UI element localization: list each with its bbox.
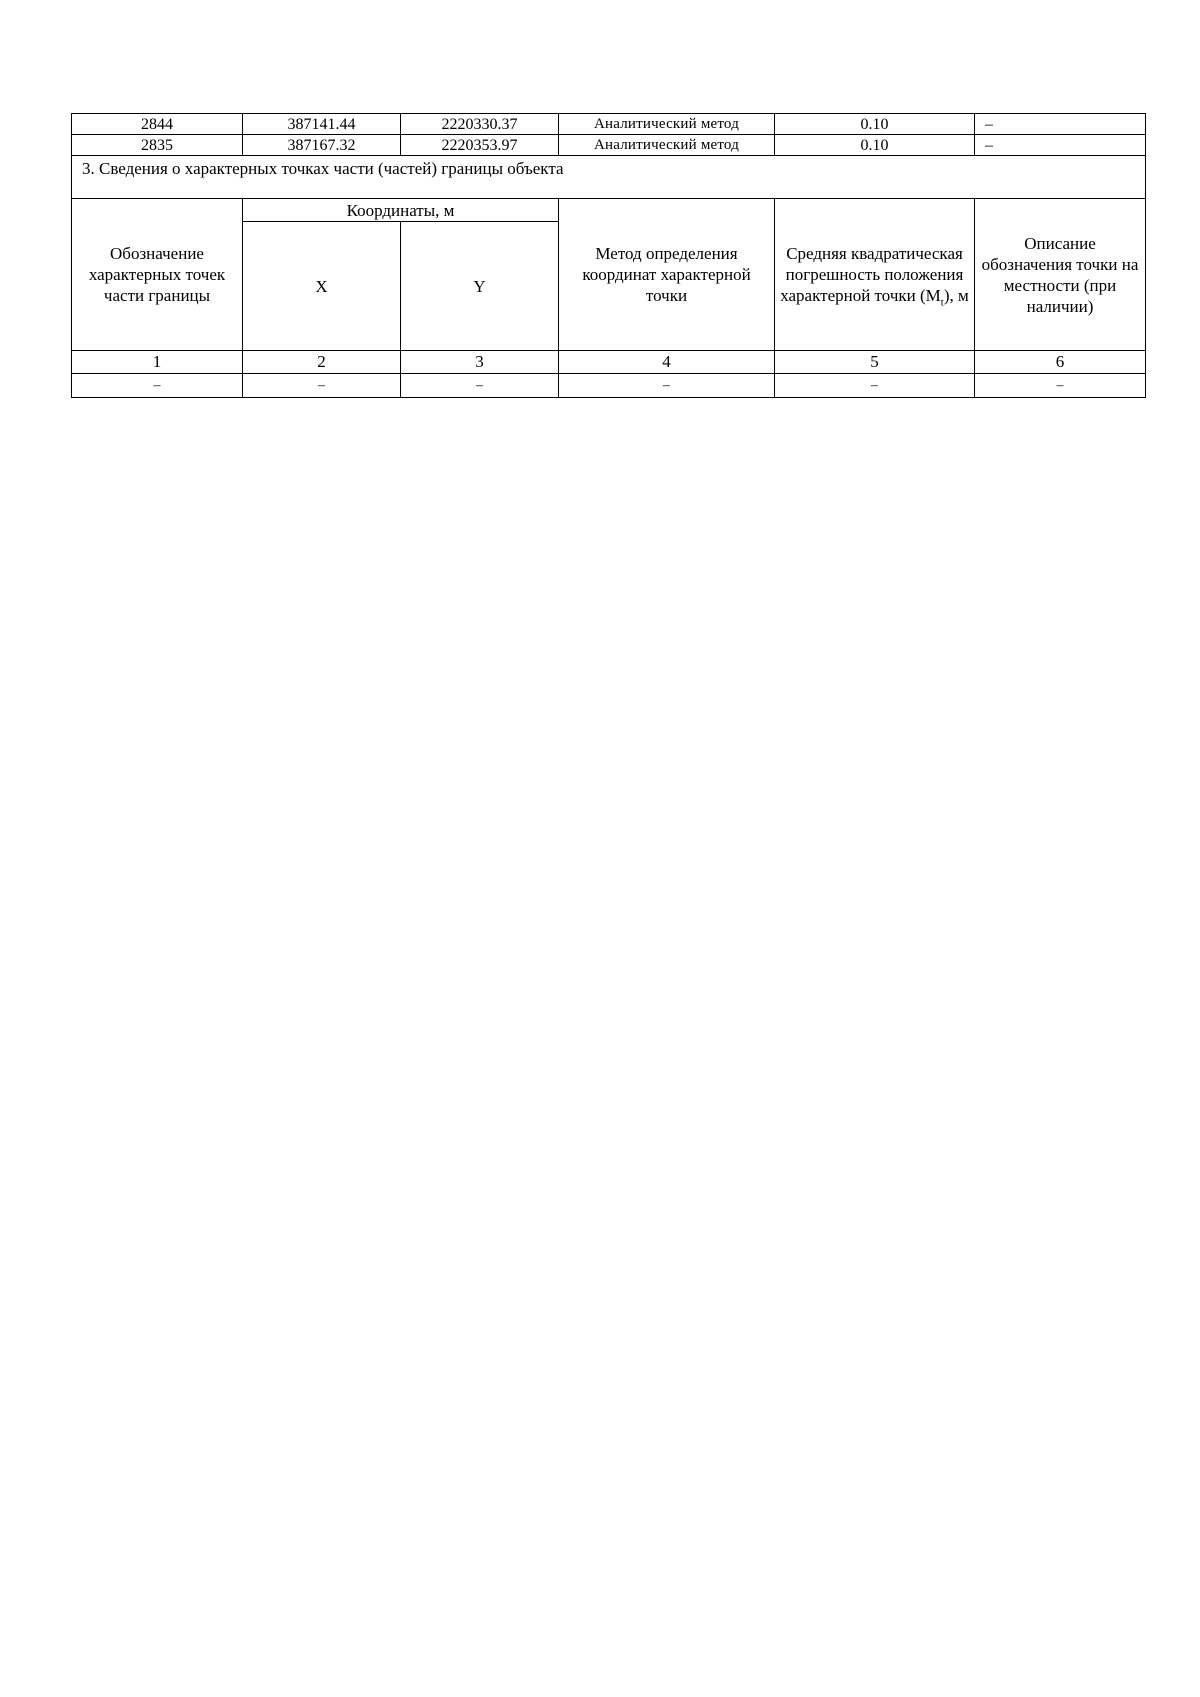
header-error-text: Средняя квадратическая погрешность положения характерной точки (M <box>780 244 964 305</box>
empty-cell: – <box>975 374 1146 398</box>
section-title-row <box>72 156 1146 199</box>
header-error-subscript: t <box>940 296 944 309</box>
header-error-tail: ), м <box>943 286 969 305</box>
header-description: Описание обозначения точки на местности (при наличии) <box>975 199 1146 351</box>
empty-cell: – <box>559 374 775 398</box>
empty-cell: – <box>401 374 559 398</box>
column-number: 5 <box>775 351 975 374</box>
table-row <box>72 374 1146 398</box>
column-number: 6 <box>975 351 1146 374</box>
characteristic-points-table <box>71 113 1146 398</box>
section-title: 3. Сведения о характерных точках части (частей) границы объекта <box>72 156 1146 199</box>
error-cell: 0.10 <box>775 135 975 156</box>
column-number: 3 <box>401 351 559 374</box>
column-number: 2 <box>243 351 401 374</box>
header-x: X <box>243 222 401 351</box>
x-cell: 387167.32 <box>243 135 401 156</box>
table-row <box>72 135 1146 156</box>
y-cell: 2220330.37 <box>401 114 559 135</box>
header-row <box>72 199 1146 222</box>
description-cell: – <box>975 135 1146 156</box>
x-cell: 387141.44 <box>243 114 401 135</box>
error-cell: 0.10 <box>775 114 975 135</box>
column-number: 1 <box>72 351 243 374</box>
point-cell: 2835 <box>72 135 243 156</box>
y-cell: 2220353.97 <box>401 135 559 156</box>
header-error <box>775 199 975 351</box>
table-row <box>72 114 1146 135</box>
method-cell: Аналитический метод <box>559 114 775 135</box>
header-y: Y <box>401 222 559 351</box>
empty-cell: – <box>72 374 243 398</box>
header-method: Метод определения координат характерной точки <box>559 199 775 351</box>
header-coordinates: Координаты, м <box>243 199 559 222</box>
point-cell: 2844 <box>72 114 243 135</box>
description-cell: – <box>975 114 1146 135</box>
column-number: 4 <box>559 351 775 374</box>
empty-cell: – <box>775 374 975 398</box>
header-designation: Обозначение характерных точек части границы <box>72 199 243 351</box>
empty-cell: – <box>243 374 401 398</box>
method-cell: Аналитический метод <box>559 135 775 156</box>
column-number-row <box>72 351 1146 374</box>
